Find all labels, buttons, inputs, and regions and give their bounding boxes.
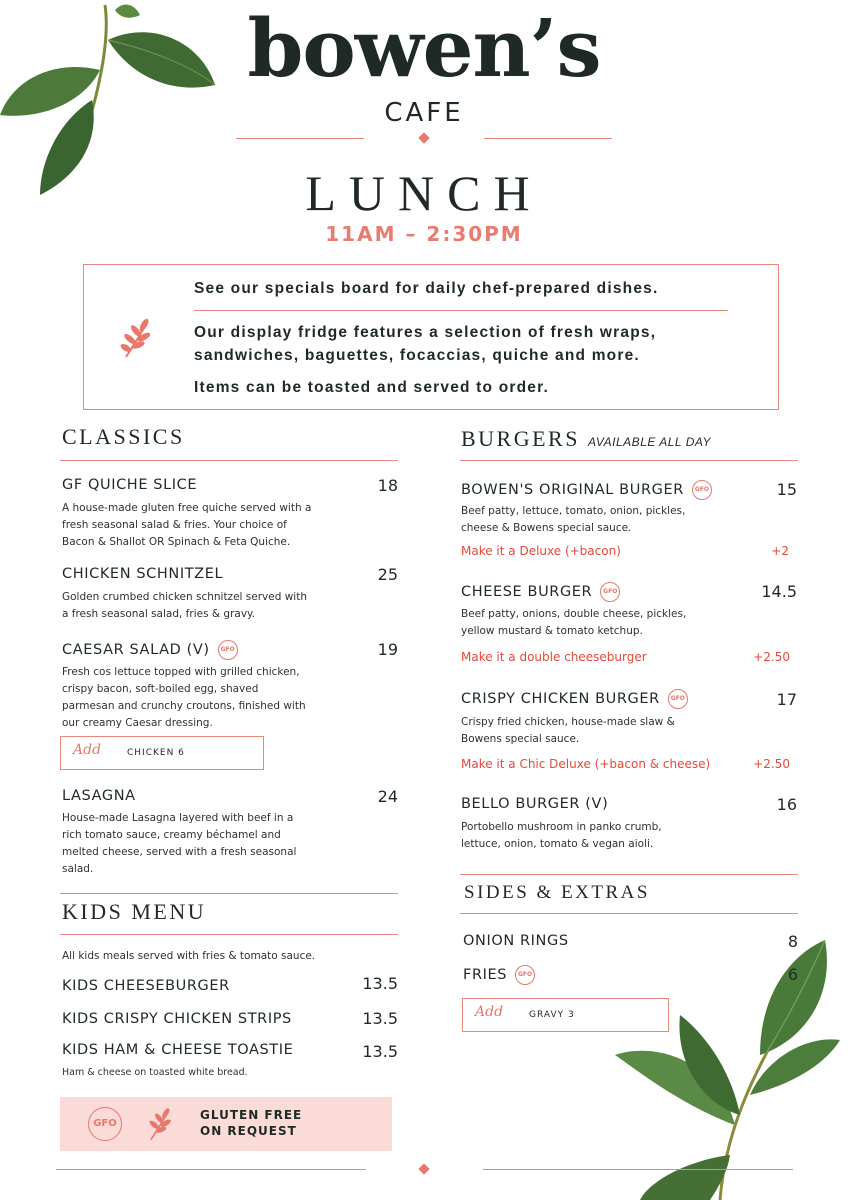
header-divider-right [484,138,612,139]
gfo-badge-icon: GFO [515,965,535,985]
item-price: 8 [787,932,798,951]
item-desc: Portobello mushroom in panko crumb, lettuce, onion, tomato & vegan aioli. [461,821,662,850]
item-price: 25 [377,565,398,584]
kids-divider [60,934,398,935]
item-name: BOWEN'S ORIGINAL BURGER GFO [461,480,712,500]
kids-note: All kids meals served with fries & tomato sauce. [62,950,316,962]
footer-divider-left [56,1169,366,1170]
item-name: CHICKEN SCHNITZEL [62,566,224,582]
item-price: 13.5 [362,1042,398,1061]
menu-title: LUNCH [305,165,543,221]
diamond-divider-icon [418,132,429,143]
item-name: BELLO BURGER (V) [461,796,609,812]
item-name: LASAGNA [62,788,136,804]
leaf-sprig-icon [600,935,848,1200]
item-name: CAESAR SALAD (V) GFO [62,640,238,660]
info-line-fridge-a: Our display fridge features a selection of fresh wraps, [194,324,657,341]
item-desc: Fresh cos lettuce topped with grilled chicken, crispy bacon, soft-boiled egg, shaved parmesan and crunchy croutons, finished with our creamy Caesar dressing. [62,666,306,729]
item-desc: Crispy fried chicken, house-made slaw & Bowens special sauce. [461,716,675,745]
classics-title: CLASSICS [62,424,185,449]
item-price: 13.5 [362,1009,398,1028]
item-desc: A house-made gluten free quiche served with a fresh seasonal salad & fries. Your choice of Bacon & Shallot OR Spinach & Feta Quiche. [62,502,312,548]
upgrade-price: +2.50 [753,650,790,664]
upgrade-option: Make it a Deluxe (+bacon) [461,544,621,558]
add-label: Add [73,742,102,758]
item-desc: Ham & cheese on toasted white bread. [62,1067,248,1078]
wheat-sprig-icon [146,1106,174,1142]
item-price: 6 [787,965,798,984]
gluten-free-banner [60,1097,392,1151]
gfo-badge-icon: GFO [218,640,238,660]
add-on-chicken [60,736,264,770]
burgers-title: BURGERS AVAILABLE ALL DAY [461,426,712,451]
info-divider [194,310,728,311]
item-name: KIDS HAM & CHEESE TOASTIE [62,1042,294,1058]
item-price: 19 [377,640,398,659]
info-line-toasted: Items can be toasted and served to order. [194,379,549,396]
item-name: KIDS CRISPY CHICKEN STRIPS [62,1011,292,1027]
gfo-badge-icon: GFO [88,1107,122,1141]
add-label: Add [475,1004,504,1020]
item-price: 16 [776,795,797,814]
add-on-gravy [462,998,669,1032]
brand-logo: bowen’s [247,1,601,95]
diamond-divider-icon [418,1163,429,1174]
burgers-divider [460,460,798,461]
burgers-note: AVAILABLE ALL DAY [587,435,712,449]
item-desc: House-made Lasagna layered with beef in a rich tomato sauce, creamy béchamel and melted cheese, served with a fresh seasonal salad. [62,812,297,875]
info-line-fridge-b: sandwiches, baguettes, focaccias, quiche and more. [194,347,640,364]
sub-brand: CAFE [384,98,464,128]
item-name: KIDS CHEESEBURGER [62,978,230,994]
item-name: ONION RINGS [463,933,569,949]
footer-divider-right [483,1169,793,1170]
hours: 11AM – 2:30PM [325,222,523,246]
wheat-sprig-icon [120,317,154,359]
item-price: 13.5 [362,974,398,993]
gfo-badge-icon: GFO [668,689,688,709]
gfo-badge-icon: GFO [600,582,620,602]
classics-divider [60,460,398,461]
item-price: 24 [377,787,398,806]
item-name: GF QUICHE SLICE [62,477,198,493]
sides-divider [460,913,798,914]
add-item: CHICKEN 6 [127,748,185,758]
kids-title: KIDS MENU [62,899,207,924]
item-desc: Beef patty, onions, double cheese, pickles, yellow mustard & tomato ketchup. [461,608,687,637]
item-desc: Beef patty, lettuce, tomato, onion, pickles, cheese & Bowens special sauce. [461,505,686,534]
gluten-free-line2: ON REQUEST [200,1124,297,1138]
item-desc: Golden crumbed chicken schnitzel served with a fresh seasonal salad, fries & gravy. [62,591,307,620]
sides-divider-top [460,874,798,875]
item-price: 14.5 [761,582,797,601]
upgrade-option: Make it a double cheeseburger [461,650,647,664]
header-divider-left [236,138,364,139]
item-name: FRIES GFO [463,965,535,985]
add-item: GRAVY 3 [529,1010,575,1020]
info-box [83,264,779,410]
kids-divider-top [60,893,398,894]
gfo-badge-icon: GFO [692,480,712,500]
item-name: CHEESE BURGER GFO [461,582,620,602]
item-price: 15 [776,480,797,499]
item-price: 18 [377,476,398,495]
upgrade-price: +2 [771,544,789,558]
upgrade-price: +2.50 [753,757,790,771]
info-line-specials: See our specials board for daily chef-prepared dishes. [194,280,659,297]
sides-title: SIDES & EXTRAS [464,882,650,903]
upgrade-option: Make it a Chic Deluxe (+bacon & cheese) [461,757,711,771]
item-name: CRISPY CHICKEN BURGER GFO [461,689,688,709]
gluten-free-line1: GLUTEN FREE [200,1108,303,1122]
item-price: 17 [776,690,797,709]
